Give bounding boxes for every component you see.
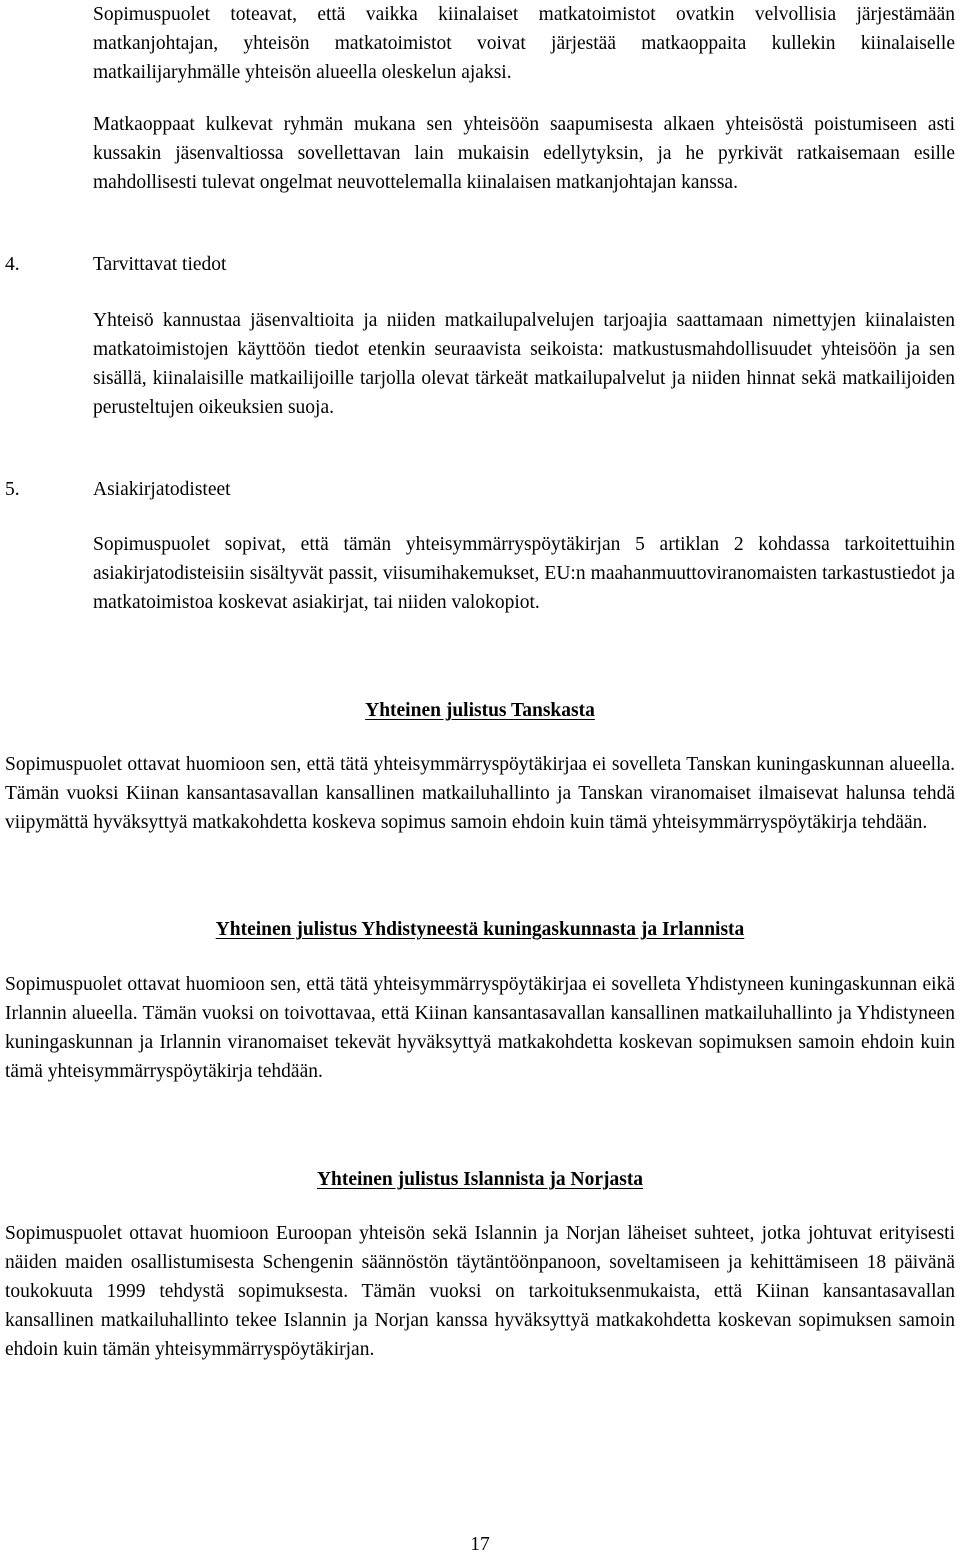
declaration-heading: Yhteinen julistus Islannista ja Norjasta [316, 1169, 644, 1190]
declaration-text: Sopimuspuolet ottavat huomioon sen, että tätä yhteisymmärryspöytäkirjaa ei sovelleta Tanskan kuningaskunnan alueella. Tämän vuoksi Kiinan kansantasavallan kansallinen matkailuhallinto ja Tanskan viranomaiset ilmaisevat halunsa tehdä viipymättä hyväksyttyä matkakohdetta koskeva sopimus samoin ehdoin kuin tämä yhteisymmärryspöytäkirja tehdään. [5, 754, 955, 833]
section-title: Tarvittavat tiedot [93, 254, 227, 275]
section-title: Asiakirjatodisteet [93, 479, 231, 500]
declaration-heading: Yhteinen julistus Tanskasta [365, 700, 595, 721]
paragraph-guides-duty: Matkaoppaat kulkevat ryhmän mukana sen yhteisöön saapumisesta alkaen yhteisöstä poistumiseen asti kussakin jäsenvaltiossa sovellettavan lain mukaisin edellytyksin, ja he pyrkivät ratkaisemaan esille mahdollisesti tulevat ongelmat neuvottelemalla kiinalaisen matkanjohtajan kanssa. [93, 114, 955, 193]
section-number: 5. [5, 479, 20, 500]
page-number: 17 [470, 1534, 490, 1555]
paragraph-section-text: Sopimuspuolet sopivat, että tämän yhteisymmärryspöytäkirjan 5 artiklan 2 kohdassa tarkoitettuihin asiakirjatodisteisiin sisältyvät passit, viisumihakemukset, EU:n maahanmuuttoviranomaisten tarkastustiedot ja matkatoimistoa koskevat asiakirjat, tai niiden valokopiot. [93, 534, 955, 613]
declaration-heading: Yhteinen julistus Yhdistyneestä kuningaskunnasta ja Irlannista [215, 919, 745, 940]
declaration-text: Sopimuspuolet ottavat huomioon sen, että tätä yhteisymmärryspöytäkirjaa ei sovelleta Yhdistyneen kuningaskunnan eikä Irlannin alueella. Tämän vuoksi on toivottavaa, että Kiinan kansantasavallan kansallinen matkailuhallinto ja Yhdistyneen kuningaskunnan ja Irlannin viranomaiset tekevät hyväksyttyä matkakohdetta koskevan sopimuksen samoin ehdoin kuin tämä yhteisymmärryspöytäkirja tehdään. [5, 974, 955, 1082]
paragraph-section-text: Yhteisö kannustaa jäsenvaltioita ja niiden matkailupalvelujen tarjoajia saattamaan nimettyjen kiinalaisten matkatoimistojen käyttöön tiedot etenkin seuraavista seikoista: matkustusmahdollisuudet yhteisöön ja sen sisällä, kiinalaisille matkailijoille tarjolla olevat tärkeät matkailupalvelut ja niiden hinnat sekä matkailijoiden perusteltujen oikeuksien suoja. [93, 310, 955, 418]
paragraph-guides-intro: Sopimuspuolet toteavat, että vaikka kiinalaiset matkatoimistot ovatkin velvollisia järjestämään matkanjohtajan, yhteisön matkatoimistot voivat järjestää matkaoppaita kullekin kiinalaiselle matkailijaryhmälle yhteisön alueella oleskelun ajaksi. [93, 4, 955, 83]
declaration-text: Sopimuspuolet ottavat huomioon Euroopan yhteisön sekä Islannin ja Norjan läheiset suhteet, jotka johtuvat erityisesti näiden maiden osallistumisesta Schengenin säännöstön täytäntöönpanoon, soveltamiseen ja kehittämiseen 18 päivänä toukokuuta 1999 tehdystä sopimuksesta. Tämän vuoksi on tarkoituksenmukaista, että Kiinan kansantasavallan kansallinen matkailuhallinto tekee Islannin ja Norjan kanssa hyväksyttyä matkakohdetta koskevan sopimuksen samoin ehdoin kuin tämän yhteisymmärryspöytäkirjan. [5, 1223, 955, 1360]
section-number: 4. [5, 254, 20, 275]
